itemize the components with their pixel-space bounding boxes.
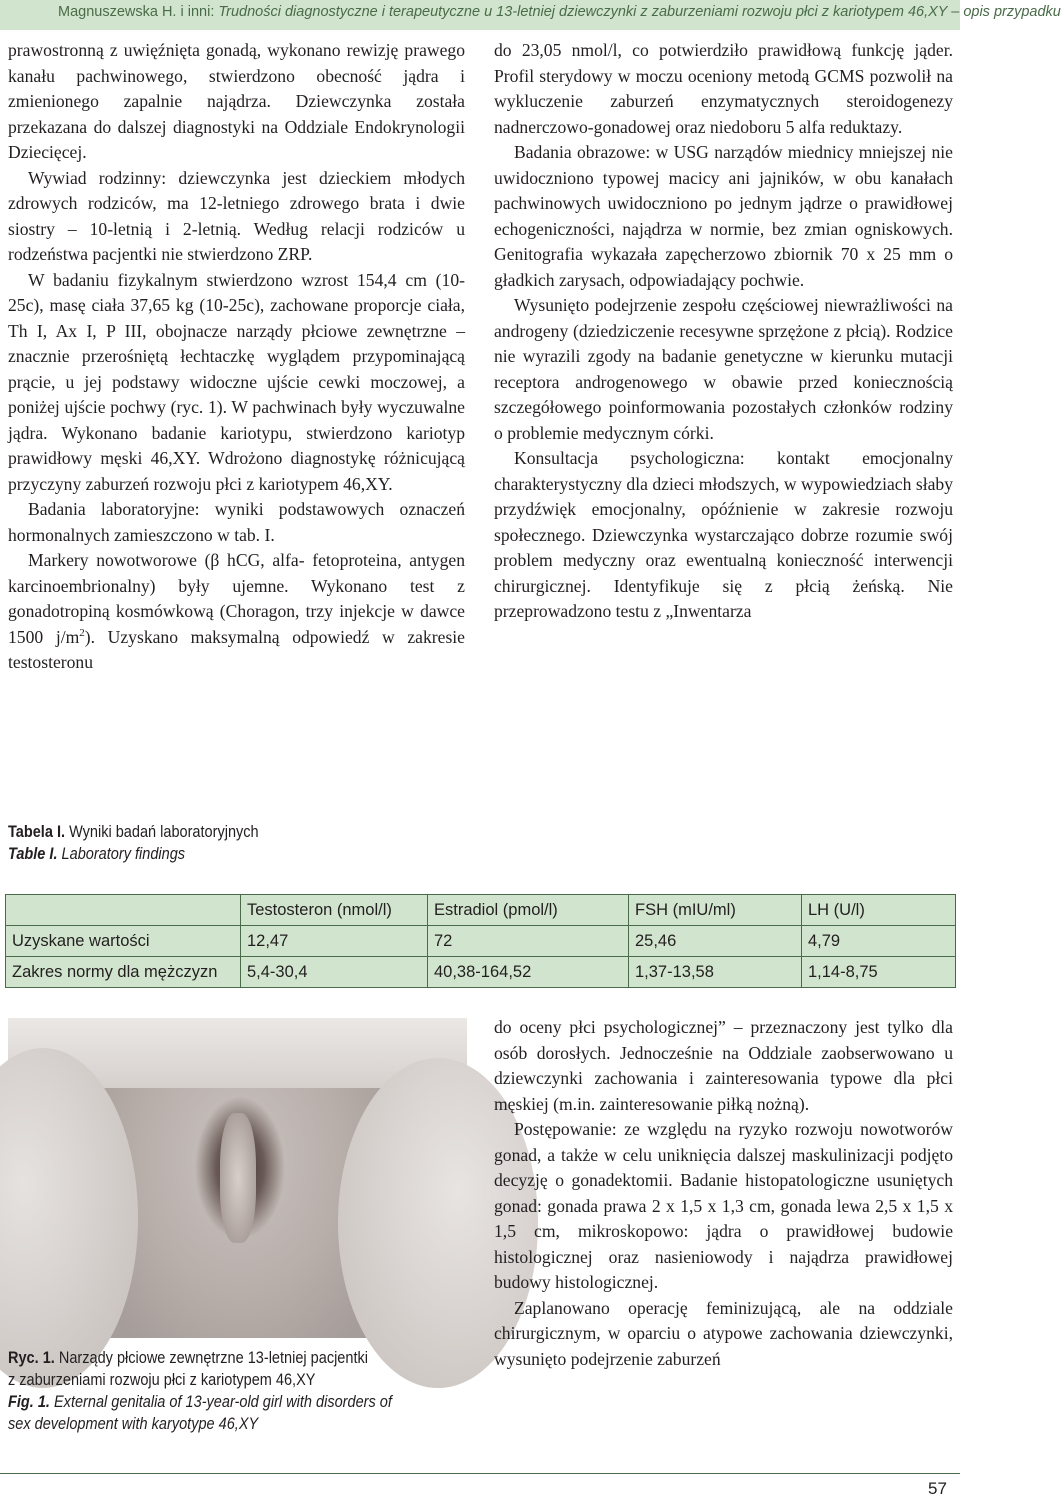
- table-cell: Uzyskane wartości: [6, 926, 241, 957]
- table-cell: 1,37-13,58: [629, 957, 802, 988]
- paragraph: Badania obrazowe: w USG narządów miednicy mniejszej nie uwidoczniono typowej macicy ani jajników, w obu kanałach pachwinowych uwidoczniono po jednym jądrze o prawidłowej echogeniczności, najądrza w normie, bez zmian ogniskowych. Genitografia wykazała zapęcherzowo zbiornik 70 x 25 mm o gładkich zarysach, odpowiadający pochwie.: [494, 142, 953, 290]
- table-cell: 40,38-164,52: [428, 957, 629, 988]
- table-cell: 12,47: [241, 926, 428, 957]
- paragraph: Postępowanie: ze względu na ryzyko rozwoju nowotworów gonad, a także w celu uniknięcia dalszej maskulinizacji podjęto decyzję o gonadektomii. Badanie histopatologiczne usuniętych gonad: gonada prawa 2 x 1,5 x 1,3 cm, gonada lewa 2,5 x 1,5 x 1,5 cm, mikroskopowo: jądra o prawidłowej budowie histologicznej oraz nasieniowody i najądrza prawidłowej budowy histologicznej.: [494, 1119, 953, 1292]
- figure-caption-text: Narządy płciowe zewnętrzne 13-letniej pacjentki: [58, 1349, 368, 1367]
- figure-caption-pl-line: [8, 1347, 392, 1369]
- table-caption-en: [8, 843, 259, 865]
- figure-caption-text-en: External genitalia of 13-year-old girl with disorders of: [53, 1393, 392, 1411]
- table-caption: [8, 821, 259, 865]
- table-header-cell: Estradiol (pmol/l): [428, 895, 629, 926]
- table-header-cell: LH (U/l): [802, 895, 956, 926]
- left-column-top: [8, 38, 465, 676]
- photo-region: [0, 1048, 138, 1388]
- header-authors: Magnuszewska H. i inni:: [58, 4, 215, 20]
- footer-rule: [0, 1473, 960, 1474]
- paragraph-text: Markery nowotworowe (β hCG, alfa- fetoproteina, antygen karcinoembrionalny) były ujemne. Wykonano test z gonadotropiną kosmówkową (Choragon, trzy injekcje w dawce 1500 j/m: [8, 550, 465, 647]
- paragraph: [8, 548, 465, 676]
- table-cell: 5,4-30,4: [241, 957, 428, 988]
- photo-region: [220, 1113, 256, 1243]
- figure-caption-pl-line: z zaburzeniami rozwoju płci z kariotypem 46,XY: [8, 1371, 316, 1389]
- figure-label: Ryc. 1.: [8, 1349, 55, 1367]
- table-header-cell: [6, 895, 241, 926]
- figure-caption: [8, 1347, 392, 1435]
- paragraph: Wywiad rodzinny: dziewczynka jest dzieckiem młodych zdrowych rodziców, ma 12-letniego zdrowego brata i dwie siostry – 10-letnią i 2-letnią. Według relacji rodziców u rodzeństwa pacjentki nie stwierdzono ZRP.: [8, 167, 465, 264]
- figure-caption-en-line: [8, 1391, 392, 1413]
- table-cell: 25,46: [629, 926, 802, 957]
- table-header-cell: Testosteron (nmol/l): [241, 895, 428, 926]
- paragraph: do oceny płci psychologicznej” – przeznaczony jest tylko dla osób dorosłych. Jednocześnie na Oddziale zaobserwowano u dziewczynki zachowania i zainteresowania typowe dla płci męskiej (m.in. zainteresowanie piłką nożną).: [494, 1017, 953, 1114]
- page-number: 57: [928, 1479, 947, 1498]
- table-cell: 1,14-8,75: [802, 957, 956, 988]
- paragraph: prawostronną z uwięźnięta gonadą, wykonano rewizję prawego kanału pachwinowego, stwierdzono obecność jądra i zmienionego zapalnie najądrza. Dziewczynka została przekazana do dalszej diagnostyki na Oddziale Endokrynologii Dziecięcej.: [8, 40, 465, 162]
- table-title: Wyniki badań laboratoryjnych: [69, 823, 259, 841]
- figure-caption-en-line: sex development with karyotype 46,XY: [8, 1415, 259, 1433]
- running-header-text: [58, 4, 1061, 20]
- paragraph-text: ). Uzyskano maksymalną odpowiedź w zakresie testosteronu: [8, 626, 465, 672]
- table-row: [6, 926, 956, 957]
- table-header-row: [6, 895, 956, 926]
- paragraph: Badania laboratoryjne: wyniki podstawowych oznaczeń hormonalnych zamieszczono w tab. I.: [8, 499, 465, 545]
- table-row: [6, 957, 956, 988]
- lab-results-table: [5, 894, 956, 988]
- table-title-en: Laboratory findings: [61, 845, 186, 863]
- right-column-top: [494, 38, 953, 625]
- paragraph: Zaplanowano operację feminizującą, ale na oddziale chirurgicznym, w oparciu o atypowe zachowania dziewczynki, wysunięto podejrzenie zaburzeń: [494, 1297, 953, 1369]
- clinical-photo: [8, 1018, 467, 1338]
- table-header-cell: FSH (mIU/ml): [629, 895, 802, 926]
- paragraph: W badaniu fizykalnym stwierdzono wzrost 154,4 cm (10-25c), masę ciała 37,65 kg (10-25c), zachowane proporcje ciała, Th I, Ax I, P III, obojnacze narządy płciowe zewnętrzne – znacznie przerośniętą łechtaczkę wyglądem przypominającą prącie, u jej podstawy widoczne ujście cewki moczowej, a poniżej ujście pochwy (ryc. 1). W pachwinach były wyczuwalne jądra. Wykonano badanie kariotypu, stwierdzono kariotyp prawidłowy męski 46,XY. Wdrożono diagnostykę różnicującą przyczyny zaburzeń rozwoju płci z kariotypem 46,XY.: [8, 269, 465, 494]
- figure-label-en: Fig. 1.: [8, 1393, 50, 1411]
- header-title: Trudności diagnostyczne i terapeutyczne u 13-letniej dziewczynki z zaburzeniami rozwoju płci z kariotypem 46,XY – opis przypadku: [218, 4, 1061, 20]
- paragraph: Konsultacja psychologiczna: kontakt emocjonalny charakterystyczny dla dzieci młodszych, w wypowiedziach słaby przydźwięk emocjonalny, opóźnienie w zakresie rozwoju społecznego. Dziewczynka wystarczająco dobrze rozumie swój problem medyczny oraz ewentualną konieczność interwencji chirurgicznej. Identyfikuje się z płcią żeńską. Nie przeprowadzono testu z „Inwentarza: [494, 448, 953, 621]
- paragraph: Wysunięto podejrzenie zespołu częściowej niewrażliwości na androgeny (dziedziczenie recesywne sprzężone z płcią). Rodzice nie wyrazili zgody na badanie genetyczne w kierunku mutacji receptora androgenowego w obawie przed koniecznością szczegółowego poinformowania pozostałych członków rodziny o problemie medycznym córki.: [494, 295, 953, 443]
- table-label: Tabela I.: [8, 823, 66, 841]
- paragraph: do 23,05 nmol/l, co potwierdziło prawidłową funkcję jąder. Profil sterydowy w moczu oceniony metodą GCMS pozwolił na wykluczenie zaburzeń enzymatycznych steroidogenezy nadnerczowo-gonadowej oraz niedoboru 5 alfa reduktazy.: [494, 40, 953, 137]
- running-header: [0, 0, 1061, 30]
- right-column-bottom: [494, 1015, 953, 1372]
- superscript: 2: [79, 626, 85, 639]
- table-cell: 72: [428, 926, 629, 957]
- table-cell: 4,79: [802, 926, 956, 957]
- table-cell: Zakres normy dla mężczyzn: [6, 957, 241, 988]
- table-caption-pl: [8, 821, 259, 843]
- table-label-en: Table I.: [8, 845, 58, 863]
